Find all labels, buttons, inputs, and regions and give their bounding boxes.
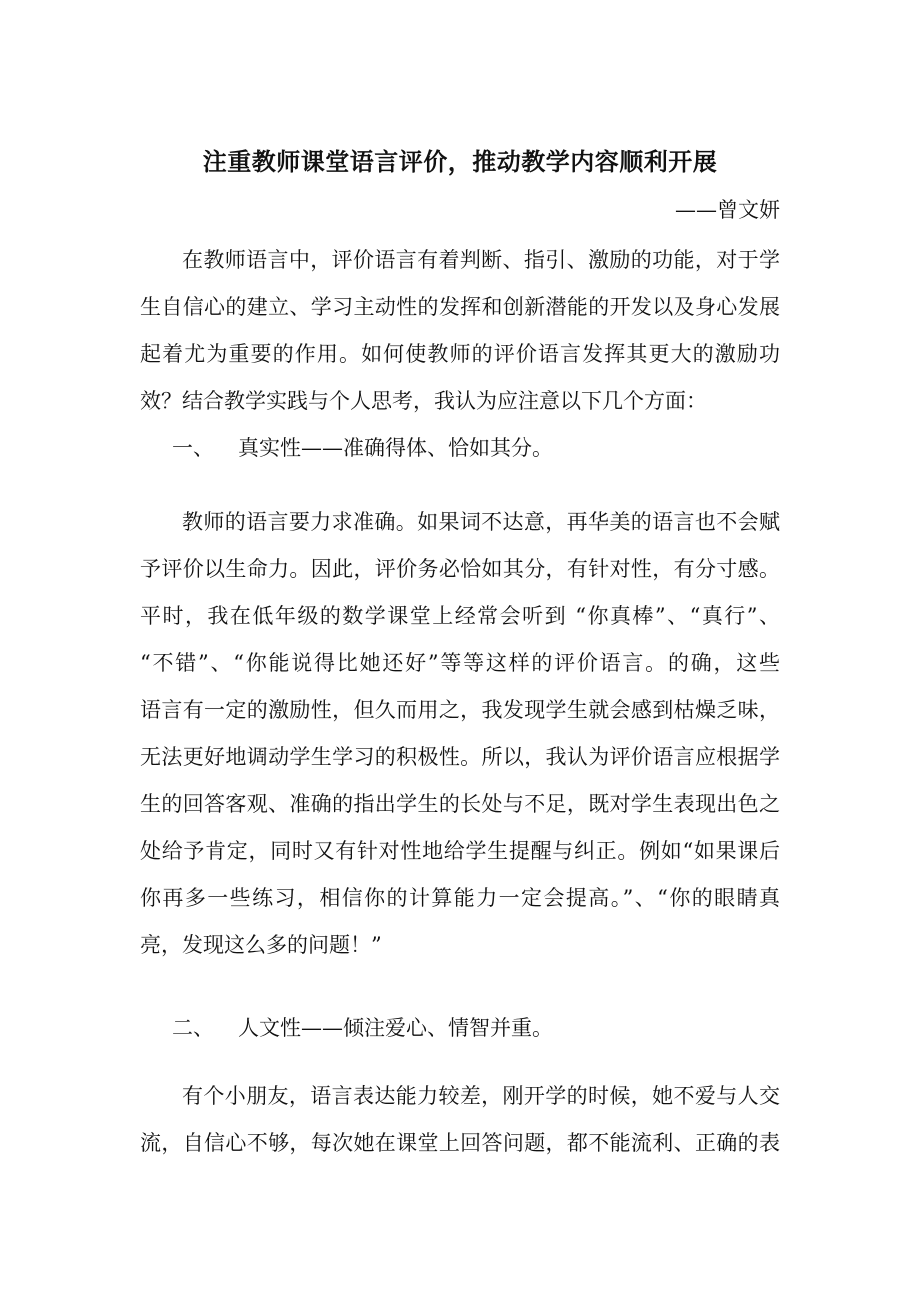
section-2-title: 人文性——倾注爱心、情智并重。 xyxy=(238,1016,553,1040)
section-2-heading xyxy=(172,1012,553,1042)
section-1-line: 处给予肯定，同时又有针对性地给学生提醒与纠正。例如“如果课后 xyxy=(140,839,780,863)
section-1-line: 无法更好地调动学生学习的积极性。所以，我认为评价语言应根据学 xyxy=(140,745,780,769)
section-2-line: 流，自信心不够，每次她在课堂上回答问题，都不能流利、正确的表 xyxy=(140,1131,780,1155)
section-1-line: “不错”、“你能说得比她还好”等等这样的评价语言。的确，这些 xyxy=(140,651,780,675)
section-2-number: 二、 xyxy=(172,1016,214,1040)
intro-line: 在教师语言中，评价语言有着判断、指引、激励的功能，对于学 xyxy=(182,248,780,272)
section-1-line: 平时，我在低年级的数学课堂上经常会听到 “你真棒”、“真行”、 xyxy=(140,604,780,628)
section-1-title: 真实性——准确得体、恰如其分。 xyxy=(238,436,553,460)
intro-line: 效？结合教学实践与个人思考，我认为应注意以下几个方面： xyxy=(140,389,707,413)
section-1-number: 一、 xyxy=(172,436,214,460)
section-1-line: 生的回答客观、准确的指出学生的长处与不足，既对学生表现出色之 xyxy=(140,792,780,816)
section-1-line: 予评价以生命力。因此，评价务必恰如其分，有针对性，有分寸感。 xyxy=(140,557,780,581)
intro-line: 生自信心的建立、学习主动性的发挥和创新潜能的开发以及身心发展 xyxy=(140,295,780,319)
section-1-heading xyxy=(172,432,553,462)
section-1-line: 语言有一定的激励性，但久而用之，我发现学生就会感到枯燥乏味， xyxy=(140,698,780,722)
section-1-line: 你再多一些练习，相信你的计算能力一定会提高。”、“你的眼睛真 xyxy=(140,886,780,910)
section-1-line: 亮，发现这么多的问题！” xyxy=(140,933,382,957)
document-title: 注重教师课堂语言评价，推动教学内容顺利开展 xyxy=(202,147,718,176)
document-author: ——曾文妍 xyxy=(675,198,780,222)
section-2-line: 有个小朋友，语言表达能力较差，刚开学的时候，她不爱与人交 xyxy=(182,1084,780,1108)
section-1-line: 教师的语言要力求准确。如果词不达意，再华美的语言也不会赋 xyxy=(182,510,780,534)
intro-line: 起着尤为重要的作用。如何使教师的评价语言发挥其更大的激励功 xyxy=(140,342,780,366)
